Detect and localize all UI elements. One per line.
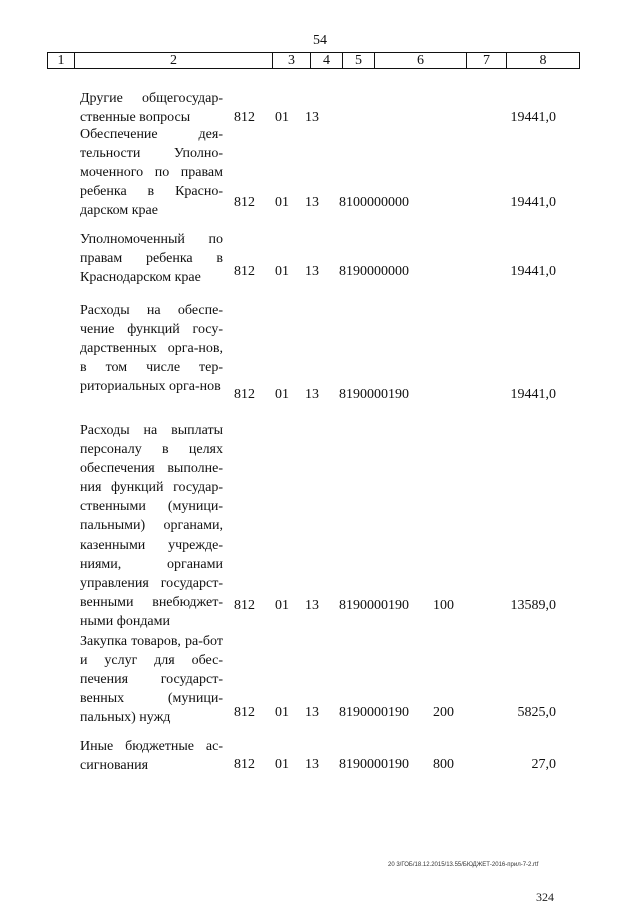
row-col-3: 812: [234, 704, 255, 720]
row-col-5: 13: [305, 109, 319, 125]
row-col-6: 8190000190: [339, 386, 409, 402]
row-col-8: 5825,0: [517, 704, 556, 720]
table-row: [0, 301, 640, 404]
row-col-5: 13: [305, 704, 319, 720]
header-col-7: 7: [466, 53, 506, 69]
row-col-8: 19441,0: [510, 263, 556, 279]
header-col-1: 1: [47, 53, 74, 69]
row-col-8: 19441,0: [510, 194, 556, 210]
header-col-5: 5: [342, 53, 374, 69]
header-col-2: 2: [74, 53, 272, 69]
table-row: [0, 125, 640, 219]
row-col-4: 01: [275, 704, 289, 720]
row-col-5: 13: [305, 386, 319, 402]
header-col-8: 8: [506, 53, 580, 69]
row-col-8: 19441,0: [510, 386, 556, 402]
row-col-8: 13589,0: [510, 597, 556, 613]
row-description: Закупка товаров, ра-бот и услуг для обес-печения государст-венных (муници-пальных) нужд: [80, 634, 223, 726]
row-col-5: 13: [305, 756, 319, 772]
row-col-4: 01: [275, 109, 289, 125]
row-col-5: 13: [305, 597, 319, 613]
row-col-3: 812: [234, 194, 255, 210]
table-row: [0, 632, 640, 726]
row-col-4: 01: [275, 597, 289, 613]
row-col-7: 100: [433, 597, 454, 613]
row-col-6: 8190000190: [339, 704, 409, 720]
row-col-3: 812: [234, 386, 255, 402]
row-col-8: 19441,0: [510, 109, 556, 125]
row-col-3: 812: [234, 263, 255, 279]
row-description: Иные бюджетные ас-сигнования: [80, 739, 223, 774]
row-col-8: 27,0: [531, 756, 556, 772]
corner-page-mark: 324: [536, 890, 554, 904]
row-description: Другие общегосудар-ственные вопросы: [80, 91, 223, 126]
footer-file-code: 20 3/ГОБ/18.12.2015/13.55/БЮДЖЕТ-2016-прил-7-2.rtf: [388, 862, 539, 868]
table-row: [0, 737, 640, 774]
table-row: [0, 89, 640, 127]
header-col-3: 3: [272, 53, 310, 69]
header-col-4: 4: [310, 53, 342, 69]
row-col-7: 200: [433, 704, 454, 720]
row-col-3: 812: [234, 597, 255, 613]
row-description: Расходы на обеспе-чение функций госу-дарственных орга-нов, в том числе тер-риториальных орга-нов: [80, 303, 223, 395]
row-description: Уполномоченный по правам ребенка в Краснодарском крае: [80, 232, 223, 286]
row-description: Расходы на выплаты персоналу в целях обеспечения выполне-ния функций государ-ственными (муници-пальными) органами, казенными учрежде-ниями, органами управления государст-венными внебюджет-ными фондами: [80, 423, 223, 629]
page-number: 54: [313, 33, 327, 48]
row-col-5: 13: [305, 194, 319, 210]
row-description: Обеспечение дея-тельности Уполно-моченного по правам ребенка в Красно-дарском крае: [80, 127, 223, 219]
row-col-6: 8190000000: [339, 263, 409, 279]
table-row: [0, 421, 640, 629]
row-col-4: 01: [275, 194, 289, 210]
row-col-4: 01: [275, 756, 289, 772]
row-col-6: 8190000190: [339, 756, 409, 772]
row-col-5: 13: [305, 263, 319, 279]
table-row: [0, 230, 640, 286]
row-col-7: 800: [433, 756, 454, 772]
row-col-4: 01: [275, 263, 289, 279]
row-col-6: 8100000000: [339, 194, 409, 210]
row-col-3: 812: [234, 756, 255, 772]
row-col-4: 01: [275, 386, 289, 402]
row-col-3: 812: [234, 109, 255, 125]
header-col-6: 6: [374, 53, 466, 69]
row-col-6: 8190000190: [339, 597, 409, 613]
table-header-row: [47, 52, 580, 69]
